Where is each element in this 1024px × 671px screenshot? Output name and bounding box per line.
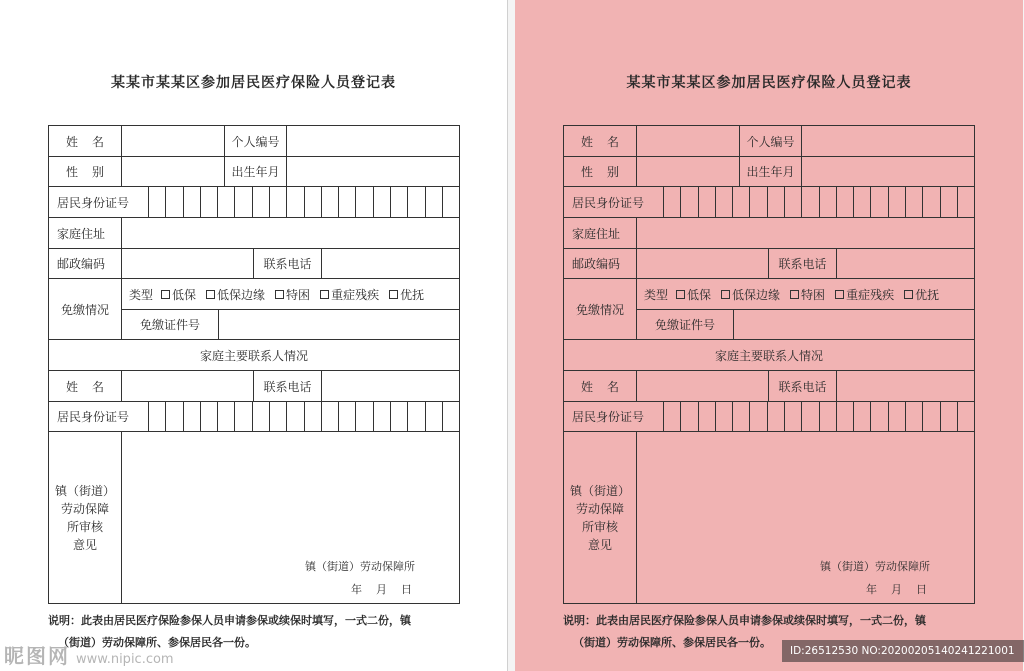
id-digit-box[interactable]	[820, 402, 837, 431]
id-digit-box[interactable]	[305, 187, 322, 217]
id-digit-box[interactable]	[871, 187, 888, 217]
id-digit-box[interactable]	[941, 402, 958, 431]
id-digit-box[interactable]	[699, 402, 716, 431]
id-digit-box[interactable]	[270, 187, 287, 217]
id-digit-box[interactable]	[733, 187, 750, 217]
contact-name-label: 姓名	[49, 371, 122, 402]
id-digit-box[interactable]	[837, 402, 854, 431]
id-label: 居民身份证号	[564, 187, 664, 218]
id-digit-box[interactable]	[201, 402, 218, 431]
checkbox-icon[interactable]	[676, 290, 685, 299]
postcode-label: 邮政编码	[564, 249, 637, 279]
address-field[interactable]	[637, 218, 974, 249]
id-digit-box[interactable]	[149, 187, 166, 217]
id-digit-box[interactable]	[958, 187, 974, 217]
checkbox-icon[interactable]	[320, 290, 329, 299]
contact-phone-label: 联系电话	[769, 371, 837, 402]
name-field[interactable]	[637, 126, 740, 157]
contact-name-field[interactable]	[122, 371, 254, 402]
id-digit-box[interactable]	[699, 187, 716, 217]
id-digit-box[interactable]	[235, 402, 252, 431]
contact-name-field[interactable]	[637, 371, 769, 402]
id-digit-box[interactable]	[837, 187, 854, 217]
id-digit-box[interactable]	[664, 402, 681, 431]
phone-field[interactable]	[837, 249, 974, 279]
id-digit-box[interactable]	[443, 187, 459, 217]
id-digit-box[interactable]	[218, 402, 235, 431]
checkbox-icon[interactable]	[161, 290, 170, 299]
address-field[interactable]	[122, 218, 459, 249]
option-disability[interactable]: 重症残疾	[835, 286, 894, 303]
phone-label: 联系电话	[769, 249, 837, 279]
opinion-label: 镇（街道） 劳动保障 所审核 意见	[49, 432, 122, 603]
certificate-field[interactable]	[734, 310, 974, 340]
personal-no-field[interactable]	[802, 126, 974, 157]
id-digit-box[interactable]	[166, 402, 183, 431]
certificate-label: 免缴证件号	[637, 310, 734, 340]
registration-table	[563, 125, 975, 604]
id-digit-box[interactable]	[820, 187, 837, 217]
signature-office: 镇（街道）劳动保障所	[820, 560, 930, 573]
postcode-label: 邮政编码	[49, 249, 122, 279]
id-digit-box[interactable]	[443, 402, 459, 431]
name-label: 姓名	[564, 126, 637, 157]
phone-label: 联系电话	[254, 249, 322, 279]
contact-id-label: 居民身份证号	[49, 402, 149, 432]
birth-label: 出生年月	[225, 157, 287, 187]
id-digit-box[interactable]	[374, 402, 391, 431]
id-digit-box[interactable]	[854, 187, 871, 217]
checkbox-icon[interactable]	[721, 290, 730, 299]
option-tekun[interactable]: 特困	[275, 286, 310, 303]
address-label: 家庭住址	[564, 218, 637, 249]
checkbox-icon[interactable]	[904, 290, 913, 299]
certificate-field[interactable]	[219, 310, 459, 340]
option-youfu[interactable]: 优抚	[904, 286, 939, 303]
option-dibao[interactable]: 低保	[676, 286, 711, 303]
id-digit-box[interactable]	[889, 187, 906, 217]
id-digit-box[interactable]	[716, 402, 733, 431]
gender-field[interactable]	[637, 157, 740, 187]
id-digit-box[interactable]	[339, 187, 356, 217]
id-digit-box[interactable]	[768, 187, 785, 217]
id-digit-box[interactable]	[750, 187, 767, 217]
signature-office: 镇（街道）劳动保障所	[305, 560, 415, 573]
id-digit-box[interactable]	[785, 402, 802, 431]
id-digit-box[interactable]	[201, 187, 218, 217]
option-youfu[interactable]: 优抚	[389, 286, 424, 303]
id-digit-box[interactable]	[426, 187, 443, 217]
checkbox-icon[interactable]	[835, 290, 844, 299]
id-digit-box[interactable]	[906, 402, 923, 431]
id-digit-box[interactable]	[958, 402, 974, 431]
option-dibao[interactable]: 低保	[161, 286, 196, 303]
form-note: 说明：此表由居民医疗保险参保人员申请参保或续保时填写，一式二份，镇 （街道）劳动保障所、参保居民各一份。	[48, 614, 411, 649]
personal-no-field[interactable]	[287, 126, 459, 157]
id-digit-box[interactable]	[305, 402, 322, 431]
name-field[interactable]	[122, 126, 225, 157]
form-copy-pink	[515, 0, 1023, 671]
id-digit-box[interactable]	[270, 402, 287, 431]
family-contact-header: 家庭主要联系人情况	[564, 340, 974, 371]
exempt-type-row	[122, 279, 459, 310]
personal-no-label: 个人编号	[225, 126, 287, 157]
certificate-label: 免缴证件号	[122, 310, 219, 340]
id-digit-box[interactable]	[322, 187, 339, 217]
id-digit-box[interactable]	[253, 402, 270, 431]
birth-label: 出生年月	[740, 157, 802, 187]
form-title: 某某市某某区参加居民医疗保险人员登记表	[111, 75, 396, 91]
option-disability[interactable]: 重症残疾	[320, 286, 379, 303]
id-digit-box[interactable]	[391, 402, 408, 431]
gender-field[interactable]	[122, 157, 225, 187]
contact-phone-field[interactable]	[837, 371, 974, 402]
registration-table	[48, 125, 460, 604]
id-digit-boxes[interactable]	[664, 187, 974, 218]
checkbox-icon[interactable]	[790, 290, 799, 299]
id-digit-box[interactable]	[854, 402, 871, 431]
gender-label: 性别	[49, 157, 122, 187]
opinion-field[interactable]	[122, 432, 459, 603]
site-watermark: 昵图网 www.nipic.com	[4, 644, 174, 668]
id-digit-box[interactable]	[322, 402, 339, 431]
id-digit-box[interactable]	[287, 402, 304, 431]
birth-field[interactable]	[802, 157, 974, 187]
exempt-label: 免缴情况	[49, 279, 122, 340]
id-digit-box[interactable]	[408, 402, 425, 431]
birth-field[interactable]	[287, 157, 459, 187]
id-digit-box[interactable]	[802, 402, 819, 431]
id-digit-box[interactable]	[356, 187, 373, 217]
option-dibao-edge[interactable]: 低保边缘	[721, 286, 780, 303]
id-digit-box[interactable]	[184, 402, 201, 431]
id-digit-box[interactable]	[889, 402, 906, 431]
name-label: 姓名	[49, 126, 122, 157]
option-tekun[interactable]: 特困	[790, 286, 825, 303]
id-digit-box[interactable]	[681, 402, 698, 431]
id-digit-box[interactable]	[871, 402, 888, 431]
exempt-type-row	[637, 279, 974, 310]
id-digit-box[interactable]	[339, 402, 356, 431]
id-digit-box[interactable]	[218, 187, 235, 217]
family-contact-header: 家庭主要联系人情况	[49, 340, 459, 371]
contact-phone-label: 联系电话	[254, 371, 322, 402]
option-dibao-edge[interactable]: 低保边缘	[206, 286, 265, 303]
type-label: 类型	[644, 287, 669, 302]
type-label: 类型	[129, 287, 154, 302]
id-digit-box[interactable]	[923, 402, 940, 431]
id-digit-box[interactable]	[253, 187, 270, 217]
checkbox-icon[interactable]	[206, 290, 215, 299]
checkbox-icon[interactable]	[275, 290, 284, 299]
contact-id-digit-boxes[interactable]	[664, 402, 974, 432]
contact-id-digit-boxes[interactable]	[149, 402, 459, 432]
postcode-field[interactable]	[122, 249, 254, 279]
gender-label: 性别	[564, 157, 637, 187]
id-digit-box[interactable]	[426, 402, 443, 431]
opinion-label: 镇（街道） 劳动保障 所审核 意见	[564, 432, 637, 603]
id-digit-box[interactable]	[374, 187, 391, 217]
contact-id-label: 居民身份证号	[564, 402, 664, 432]
id-digit-box[interactable]	[391, 187, 408, 217]
id-digit-box[interactable]	[287, 187, 304, 217]
checkbox-icon[interactable]	[389, 290, 398, 299]
id-digit-box[interactable]	[716, 187, 733, 217]
image-id-bar: ID:26512530 NO:20200205140241221001	[782, 640, 1024, 662]
id-digit-box[interactable]	[166, 187, 183, 217]
id-digit-box[interactable]	[681, 187, 698, 217]
signature-date: 年 月 日	[351, 583, 412, 596]
opinion-field[interactable]	[637, 432, 974, 603]
address-label: 家庭住址	[49, 218, 122, 249]
id-digit-box[interactable]	[941, 187, 958, 217]
id-digit-box[interactable]	[184, 187, 201, 217]
form-copy-white	[0, 0, 508, 671]
id-digit-boxes[interactable]	[149, 187, 459, 218]
id-digit-box[interactable]	[235, 187, 252, 217]
id-digit-box[interactable]	[750, 402, 767, 431]
id-label: 居民身份证号	[49, 187, 149, 218]
id-digit-box[interactable]	[802, 187, 819, 217]
id-digit-box[interactable]	[664, 187, 681, 217]
id-digit-box[interactable]	[356, 402, 373, 431]
personal-no-label: 个人编号	[740, 126, 802, 157]
id-digit-box[interactable]	[785, 187, 802, 217]
contact-phone-field[interactable]	[322, 371, 459, 402]
id-digit-box[interactable]	[923, 187, 940, 217]
id-digit-box[interactable]	[149, 402, 166, 431]
form-note: 说明：此表由居民医疗保险参保人员申请参保或续保时填写，一式二份，镇 （街道）劳动保障所、参保居民各一份。	[563, 614, 926, 649]
id-digit-box[interactable]	[906, 187, 923, 217]
signature-date: 年 月 日	[866, 583, 927, 596]
id-digit-box[interactable]	[733, 402, 750, 431]
postcode-field[interactable]	[637, 249, 769, 279]
id-digit-box[interactable]	[768, 402, 785, 431]
exempt-label: 免缴情况	[564, 279, 637, 340]
form-title: 某某市某某区参加居民医疗保险人员登记表	[626, 75, 912, 91]
id-digit-box[interactable]	[408, 187, 425, 217]
contact-name-label: 姓名	[564, 371, 637, 402]
phone-field[interactable]	[322, 249, 459, 279]
